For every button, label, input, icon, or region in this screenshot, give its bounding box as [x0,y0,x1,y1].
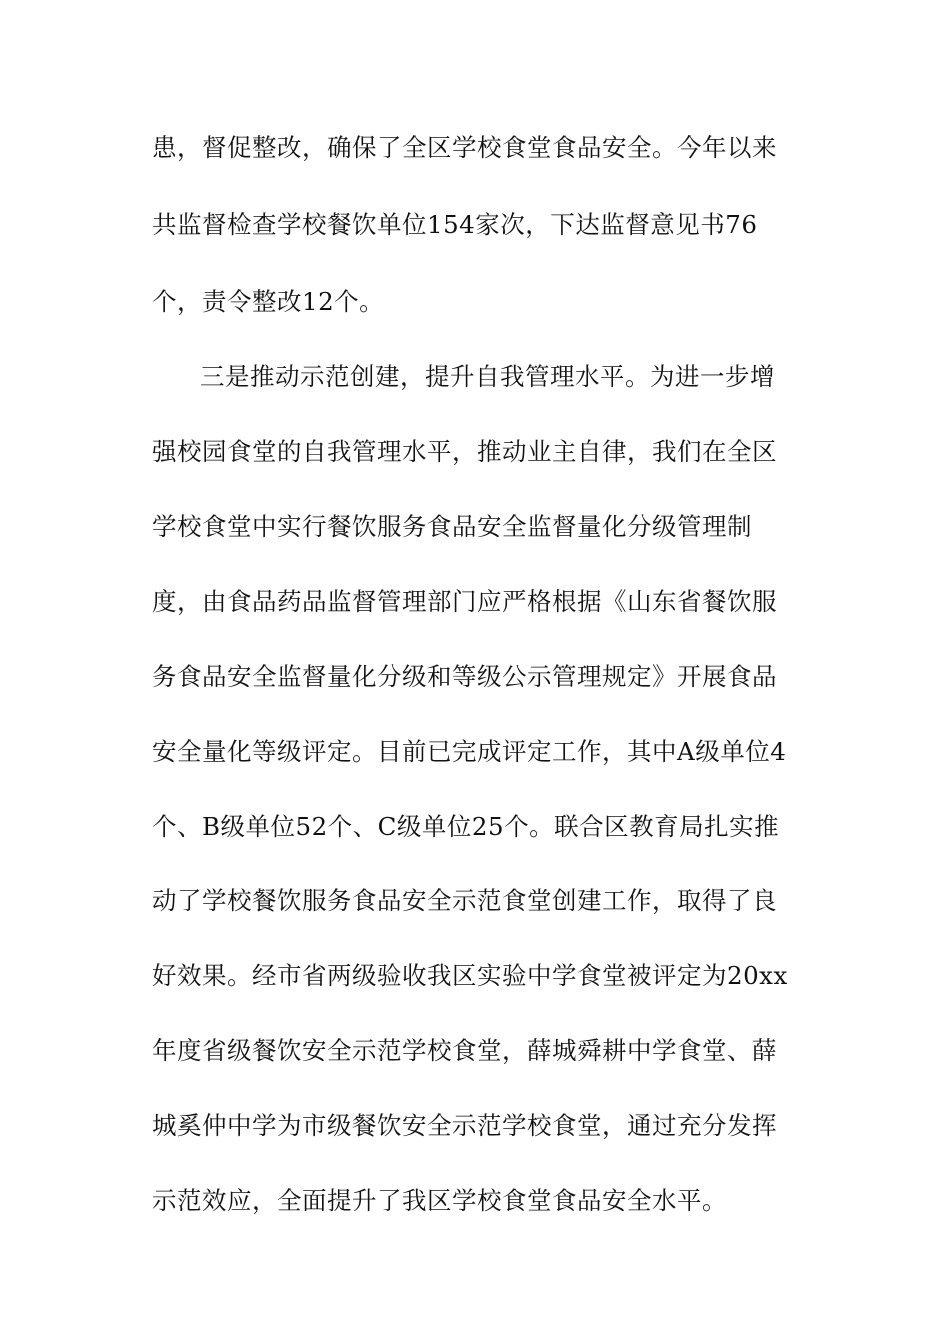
text-line-6: 学校食堂中实行餐饮服务食品安全监督量化分级管理制 [152,512,752,541]
text-line-15: 示范效应，全面提升了我区学校食堂食品安全水平。 [152,1186,727,1215]
text-line-8: 务食品安全监督量化分级和等级公示管理规定》开展食品 [152,662,777,691]
text-line-12: 好效果。经市省两级验收我区实验中学食堂被评定为20xx [152,961,788,990]
text-line-13: 年度省级餐饮安全示范学校食堂，薛城舜耕中学食堂、薛 [152,1036,777,1065]
text-line-5: 强校园食堂的自我管理水平，推动业主自律，我们在全区 [152,437,777,466]
text-line-7: 度，由食品药品监督管理部门应严格根据《山东省餐饮服 [152,587,777,616]
text-line-11: 动了学校餐饮服务食品安全示范食堂创建工作，取得了良 [152,886,777,915]
text-line-2: 共监督检查学校餐饮单位154家次，下达监督意见书76 [152,210,758,239]
text-line-10: 个、B级单位52个、C级单位25个。联合区教育局扎实推 [152,812,780,841]
text-line-1: 患，督促整改，确保了全区学校食堂食品安全。今年以来 [152,133,777,162]
text-line-9: 安全量化等级评定。目前已完成评定工作，其中A级单位4 [152,737,787,766]
text-line-14: 城奚仲中学为市级餐饮安全示范学校食堂，通过充分发挥 [152,1111,777,1140]
paragraph-start-line: 三是推动示范创建，提升自我管理水平。为进一步增 [200,362,775,391]
text-line-3: 个，责令整改12个。 [152,287,385,316]
